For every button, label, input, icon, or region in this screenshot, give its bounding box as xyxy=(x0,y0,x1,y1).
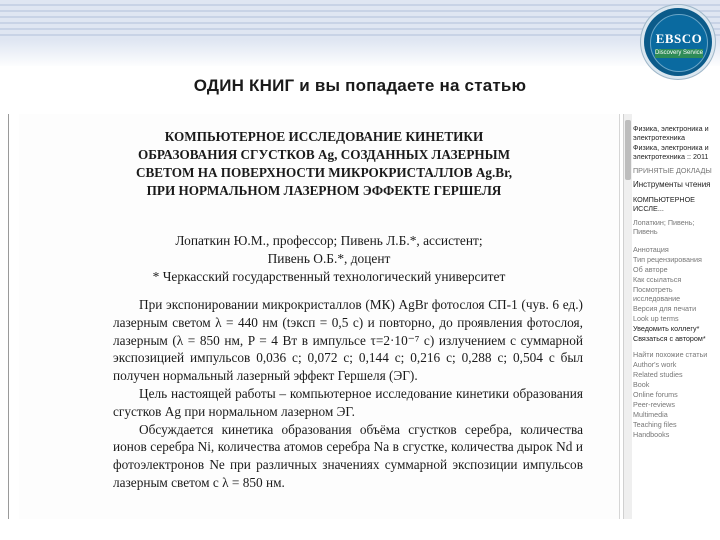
slide-header-band xyxy=(0,0,720,66)
sidebar-tool-link[interactable]: Посмотреть исследование xyxy=(633,285,681,303)
article-viewer[interactable] xyxy=(19,114,620,519)
sidebar-spacer xyxy=(633,114,720,124)
slide-title: ОДИН КНИГ и вы попадаете на статью xyxy=(193,76,527,95)
article-paragraph: Обсуждается кинетика образования объёма сгустков серебра, количества ионов серебра Ni, количества атомов серебра Na в сгустке, количества дырок Nd и фотоэлектронов Ne при различных значениях суммарной экспозиции импульсов лазерным светом с λ = 850 нм. xyxy=(113,421,583,490)
screenshot-frame xyxy=(8,114,720,519)
article-title-line: ПРИ НОРМАЛЬНОМ ЛАЗЕРНОМ ЭФФЕКТЕ ГЕРШЕЛЯ xyxy=(146,183,502,198)
sidebar-spacer xyxy=(633,237,720,245)
ebsco-logo-subtitle: Discovery Service xyxy=(655,50,704,56)
ebsco-logo-brand: EBSCO xyxy=(655,31,703,46)
article-paragraph: Цель настоящей работы – компьютерное исследование кинетики образования сгустков Ag при нормальном лазерном ЭГ. xyxy=(113,385,583,419)
sidebar-section-label: ПРИНЯТЫЕ ДОКЛАДЫ xyxy=(633,166,712,175)
header-stripe xyxy=(0,10,720,12)
sidebar-article-link[interactable]: КОМПЬЮТЕРНОЕ ИССЛЕ... xyxy=(633,195,695,213)
sidebar-related-link[interactable]: Multimedia xyxy=(633,410,668,419)
viewer-scrollbar-thumb[interactable] xyxy=(625,120,631,180)
article-body xyxy=(113,296,583,492)
sidebar-tool-link[interactable]: Версия для печати xyxy=(633,304,697,313)
sidebar-tool-link[interactable]: Уведомить коллегу* xyxy=(633,324,700,333)
sidebar-related-link[interactable]: Related studies xyxy=(633,370,683,379)
sidebar-related-link[interactable]: Author's work xyxy=(633,360,677,369)
sidebar-journal-link[interactable]: Физика, электроника и электротехника xyxy=(633,124,709,142)
article-paragraph: При экспонировании микрокристаллов (МК) AgBr фотослоя СП-1 (чув. 6 ед.) лазерным светом λ = 440 нм (tэксп = 0,5 с) и повторно, до проявления фотослоя, лазерным (λ = 850 нм, P = 4 Вт в импульсе τ=2·10⁻⁷ с) излучением с суммарной экспозицией импульсов 0,036 с; 0,072 с; 0,144 с; 0,216 с; 0,288 с; 0,504 с был получен нормальный лазерный эффект Гершеля (ЭГ). xyxy=(113,297,583,384)
sidebar-related-link[interactable]: Handbooks xyxy=(633,430,670,439)
header-stripe xyxy=(0,16,720,18)
author-line: Пивень О.Б.*, доцент xyxy=(267,251,391,266)
article-title xyxy=(89,128,559,200)
sidebar-issue-link[interactable]: Физика, электроника и электротехника :: 2011 xyxy=(633,143,709,161)
ebsco-logo-inner xyxy=(650,14,708,72)
header-stripe xyxy=(0,34,720,36)
viewer-scrollbar[interactable] xyxy=(623,114,632,519)
sidebar-tool-link[interactable]: Тип рецензирования xyxy=(633,255,702,264)
header-stripe xyxy=(0,4,720,6)
sidebar-authors: Лопаткин; Пивень; Пивень xyxy=(633,218,695,236)
ebsco-logo xyxy=(644,8,712,76)
author-line: Лопаткин Ю.М., профессор; Пивень Л.Б.*, ассистент; xyxy=(175,233,483,248)
sidebar-tool-link[interactable]: Look up terms xyxy=(633,314,679,323)
reading-tools-sidebar xyxy=(633,114,720,519)
sidebar-related-link[interactable]: Online forums xyxy=(633,390,678,399)
article-authors xyxy=(99,232,559,286)
sidebar-tool-link[interactable]: Об авторе xyxy=(633,265,668,274)
sidebar-related-link[interactable]: Peer-reviews xyxy=(633,400,675,409)
sidebar-tool-link[interactable]: Как ссылаться xyxy=(633,275,682,284)
sidebar-related-heading: Найти похожие статьи xyxy=(633,350,708,359)
sidebar-related-link[interactable]: Book xyxy=(633,380,650,389)
header-fade xyxy=(0,40,720,66)
sidebar-tool-link[interactable]: Аннотация xyxy=(633,245,669,254)
header-stripe xyxy=(0,22,720,24)
article-title-line: СВЕТОМ НА ПОВЕРХНОСТИ МИКРОКРИСТАЛЛОВ Ag.Br, xyxy=(135,165,513,180)
affiliation-line: * Черкасский государственный технологический университет xyxy=(152,269,506,284)
article-title-line: КОМПЬЮТЕРНОЕ ИССЛЕДОВАНИЕ КИНЕТИКИ xyxy=(164,129,484,144)
header-stripe xyxy=(0,28,720,30)
sidebar-tool-link[interactable]: Связаться с автором* xyxy=(633,334,706,343)
article-title-line: ОБРАЗОВАНИЯ СГУСТКОВ Ag, СОЗДАННЫХ ЛАЗЕРНЫМ xyxy=(137,147,511,162)
sidebar-related-link[interactable]: Teaching files xyxy=(633,420,677,429)
sidebar-tools-heading: Инструменты чтения xyxy=(633,180,711,189)
